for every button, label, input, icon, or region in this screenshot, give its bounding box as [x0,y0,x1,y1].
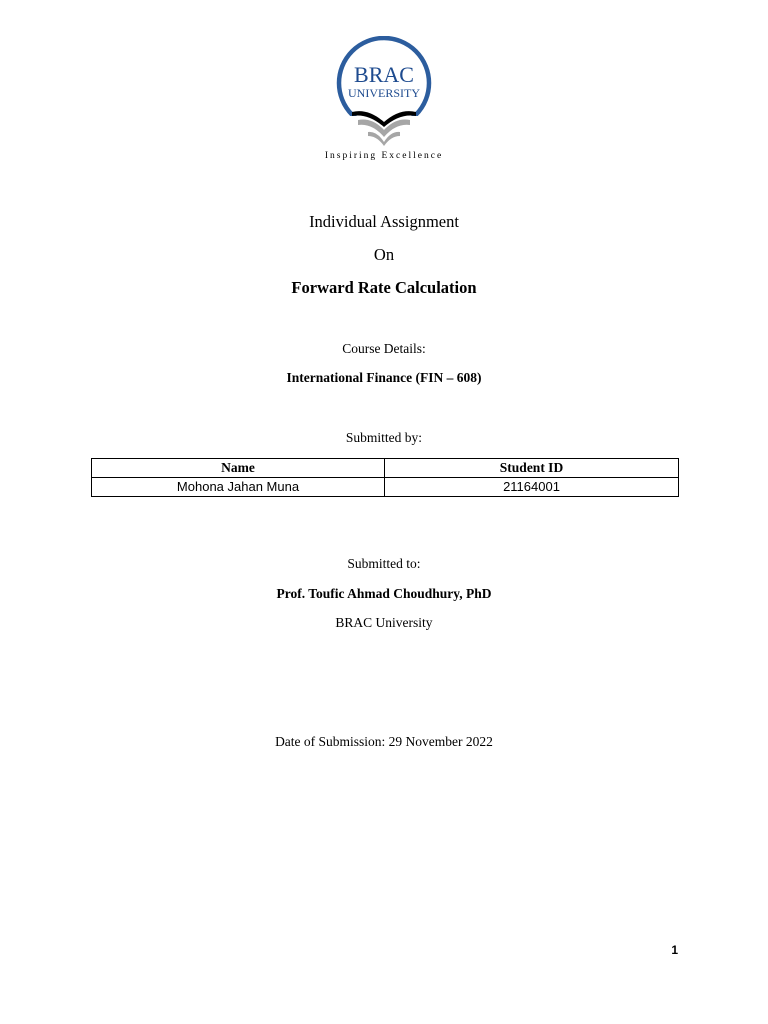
assignment-title: Individual Assignment [309,212,459,231]
university-logo [314,36,454,162]
submitted-by-label: Submitted by: [345,430,423,445]
column-header-student-id: Student ID [385,459,679,478]
course-name: International Finance (FIN – 608) [286,370,482,385]
logo-name-line1: BRAC [354,62,414,87]
submission-date: Date of Submission: 29 November 2022 [275,734,493,749]
student-name: Mohona Jahan Muna [92,478,385,497]
logo-graphic [314,36,454,162]
assignment-topic: Forward Rate Calculation [291,278,477,297]
table-header-row [92,459,679,478]
supervisor-institution: BRAC University [335,615,433,630]
student-id: 21164001 [385,478,679,497]
course-details-label: Course Details: [342,341,426,356]
logo-tagline: Inspiring Excellence [324,151,444,161]
column-header-name: Name [92,459,385,478]
submitted-to-label: Submitted to: [347,556,421,571]
logo-name-line2: UNIVERSITY [348,86,420,100]
title-connector: On [373,245,395,264]
page-number: 1 [671,943,678,957]
table-row [92,478,679,497]
supervisor-name: Prof. Toufic Ahmad Choudhury, PhD [276,586,492,601]
student-table [91,458,679,497]
